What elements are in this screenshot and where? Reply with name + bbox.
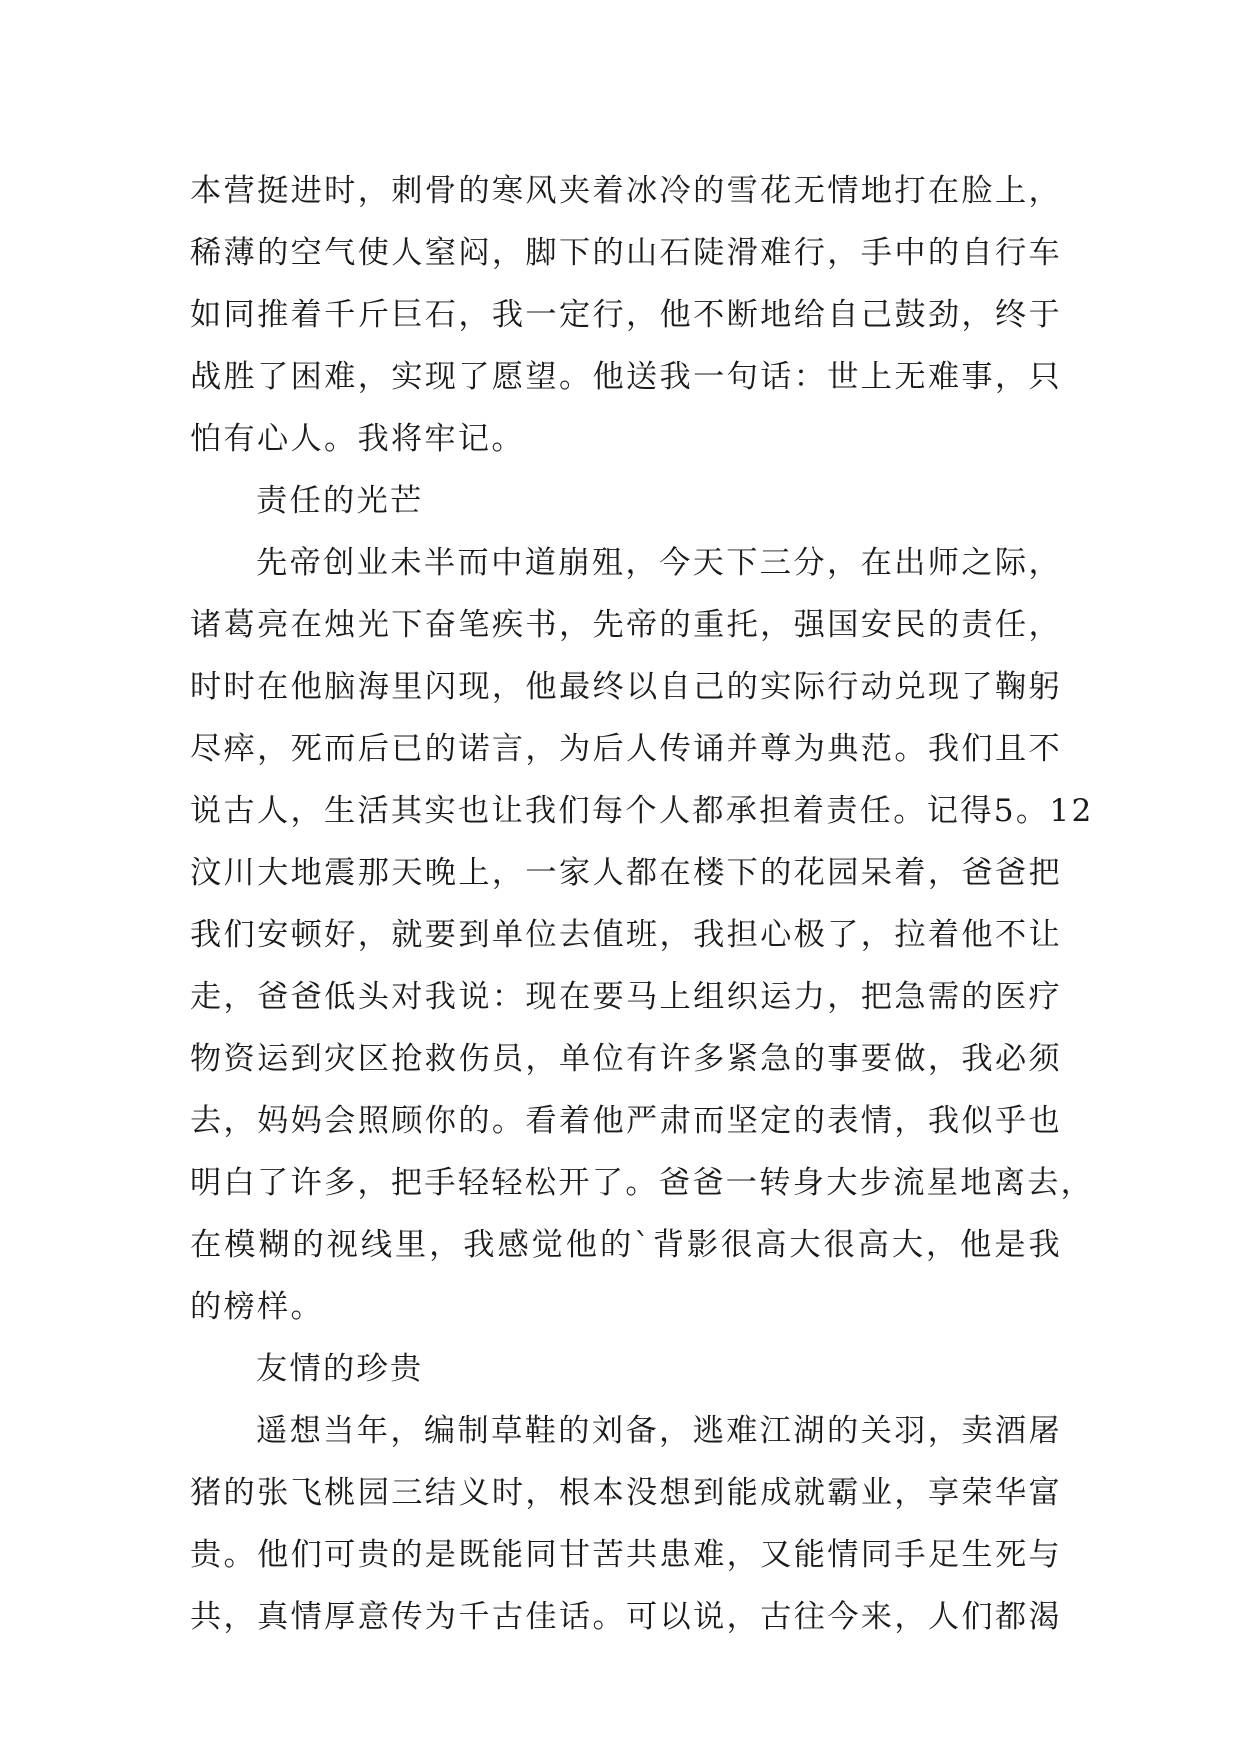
text-line: 物资运到灾区抢救伤员，单位有许多紧急的事要做，我必须 [190, 1041, 1062, 1077]
text-line: 尽瘁，死而后已的诺言，为后人传诵并尊为典范。我们且不 [190, 731, 1062, 767]
text-line: 在模糊的视线里，我感觉他的`背影很高大很高大，他是我 [190, 1227, 1062, 1263]
text-line: 本营挺进时，刺骨的寒风夹着冰冷的雪花无情地打在脸上， [190, 173, 1062, 209]
text-line: 诸葛亮在烛光下奋笔疾书，先帝的重托，强国安民的责任， [190, 607, 1062, 643]
section-heading: 友情的珍贵 [256, 1351, 424, 1387]
document-body [190, 160, 1095, 1648]
text-line: 我们安顿好，就要到单位去值班，我担心极了，拉着他不让 [190, 917, 1062, 953]
text-line: 先帝创业未半而中道崩殂，今天下三分，在出师之际， [256, 545, 1062, 581]
text-line: 走，爸爸低头对我说：现在要马上组织运力，把急需的医疗 [190, 979, 1062, 1015]
text-line: 怕有心人。我将牢记。 [190, 421, 525, 457]
text-line: 去，妈妈会照顾你的。看着他严肃而坚定的表情，我似乎也 [190, 1103, 1062, 1139]
text-line: 贵。他们可贵的是既能同甘苦共患难，又能情同手足生死与 [190, 1537, 1062, 1573]
text-line: 的榜样。 [190, 1289, 324, 1325]
paragraph [190, 160, 1062, 470]
text-line: 共，真情厚意传为千古佳话。可以说，古往今来，人们都渴 [190, 1599, 1062, 1635]
text-line: 说古人，生活其实也让我们每个人都承担着责任。记得5。12 [190, 793, 1094, 829]
text-line: 汶川大地震那天晚上，一家人都在楼下的花园呆着，爸爸把 [190, 855, 1062, 891]
paragraph [190, 1400, 1062, 1648]
text-line: 如同推着千斤巨石，我一定行，他不断地给自己鼓劲，终于 [190, 297, 1062, 333]
text-line: 战胜了困难，实现了愿望。他送我一句话：世上无难事，只 [190, 359, 1062, 395]
text-line: 明白了许多，把手轻轻松开了。爸爸一转身大步流星地离去， [190, 1165, 1095, 1201]
paragraph [190, 532, 1095, 1338]
text-line: 遥想当年，编制草鞋的刘备，逃难江湖的关羽，卖酒屠 [256, 1413, 1062, 1449]
text-line: 时时在他脑海里闪现，他最终以自己的实际行动兑现了鞠躬 [190, 669, 1062, 705]
section-heading: 责任的光芒 [256, 483, 424, 519]
text-line: 稀薄的空气使人窒闷，脚下的山石陡滑难行，手中的自行车 [190, 235, 1062, 271]
text-line: 猪的张飞桃园三结义时，根本没想到能成就霸业，享荣华富 [190, 1475, 1062, 1511]
